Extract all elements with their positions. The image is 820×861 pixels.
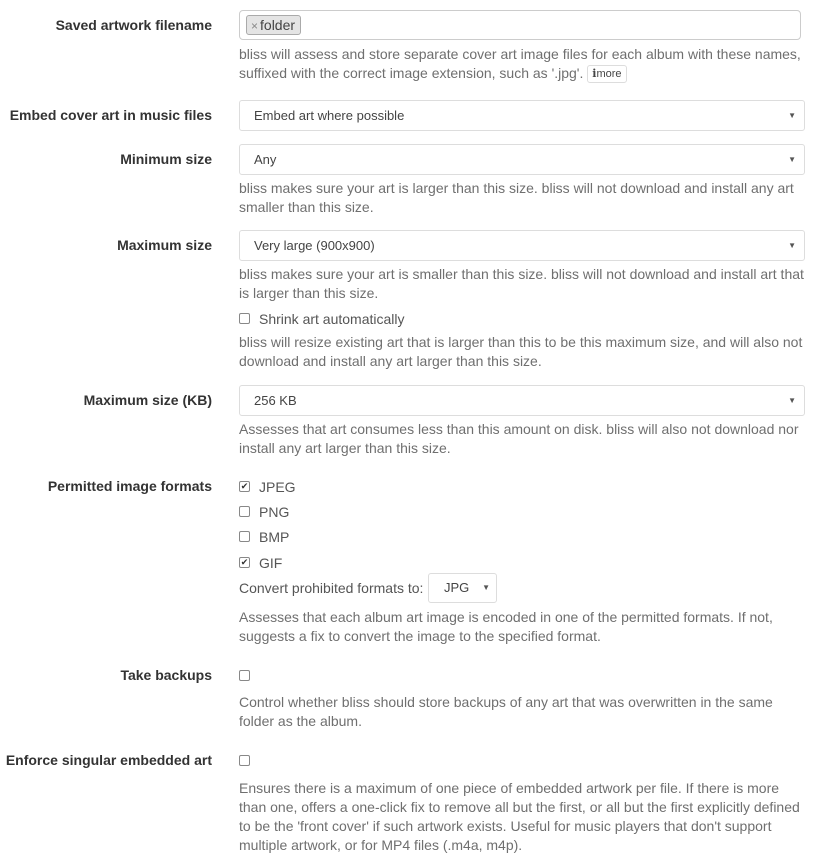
more-button-label: more <box>596 68 622 80</box>
max-size-label: Maximum size <box>117 237 212 253</box>
format-png-checkbox[interactable] <box>239 506 250 517</box>
singular-label: Enforce singular embedded art <box>5 752 212 768</box>
chevron-down-icon: ▼ <box>788 241 796 250</box>
tag-chip <box>246 15 301 35</box>
format-bmp-label: BMP <box>259 529 290 545</box>
singular-checkbox[interactable] <box>239 755 250 766</box>
backups-checkbox-row[interactable] <box>239 666 259 686</box>
max-size-help: bliss makes sure your art is smaller than this size. bliss will not download and install art that is larger than this size. <box>239 266 804 301</box>
singular-checkbox-row[interactable] <box>239 751 259 771</box>
min-size-select[interactable] <box>239 144 805 175</box>
min-size-help: bliss makes sure your art is larger than this size. bliss will not download and install any art smaller than this size. <box>239 180 794 215</box>
saved-filename-label: Saved artwork filename <box>55 17 212 33</box>
format-png-label: PNG <box>259 504 290 520</box>
shrink-checkbox-row[interactable] <box>239 309 405 329</box>
saved-filename-input[interactable] <box>239 10 801 40</box>
tag-remove-icon[interactable]: × <box>251 19 259 33</box>
chevron-down-icon: ▼ <box>788 155 796 164</box>
shrink-help: bliss will resize existing art that is larger than this to be this maximum size, and will also not download and install any art larger than this size. <box>239 334 803 369</box>
backups-checkbox[interactable] <box>239 670 250 681</box>
more-button[interactable] <box>587 65 626 83</box>
embed-select-value: Embed art where possible <box>254 108 405 123</box>
tag-chip-label: folder <box>260 17 296 33</box>
format-bmp-row[interactable] <box>239 527 289 547</box>
saved-filename-help-text: bliss will assess and store separate cover art image files for each album with these names, suffixed with the correct image extension, such as '.jpg'. <box>239 46 801 81</box>
saved-filename-help <box>239 45 809 83</box>
max-kb-help: Assesses that art consumes less than this amount on disk. bliss will also not download nor install any art larger than this size. <box>239 421 799 456</box>
convert-format-value: JPG <box>444 580 470 595</box>
format-gif-row[interactable] <box>239 553 282 573</box>
format-png-row[interactable] <box>239 502 289 522</box>
max-kb-select[interactable] <box>239 385 805 416</box>
shrink-checkbox-label: Shrink art automatically <box>259 311 405 327</box>
format-gif-checkbox[interactable] <box>239 557 250 568</box>
convert-format-select[interactable] <box>428 573 497 603</box>
embed-label: Embed cover art in music files <box>9 107 212 123</box>
format-jpeg-checkbox[interactable] <box>239 481 250 492</box>
max-size-select[interactable] <box>239 230 805 261</box>
singular-help: Ensures there is a maximum of one piece of embedded artwork per file. If there is more than one, offers a one-click fix to remove all but the first, or all but the first explicitly defined to be the 'front cover' if such artwork exists. Useful for music players that don't support multiple artwork, or for MP4 files (.m4a, m4p). <box>239 780 800 853</box>
max-kb-label: Maximum size (KB) <box>83 392 212 408</box>
chevron-down-icon: ▼ <box>788 396 796 405</box>
format-jpeg-row[interactable] <box>239 477 296 497</box>
max-size-select-value: Very large (900x900) <box>254 238 375 253</box>
format-bmp-checkbox[interactable] <box>239 531 250 542</box>
chevron-down-icon: ▼ <box>482 583 490 592</box>
max-kb-select-value: 256 KB <box>254 393 297 408</box>
chevron-down-icon: ▼ <box>788 111 796 120</box>
format-gif-label: GIF <box>259 555 283 571</box>
min-size-select-value: Any <box>254 152 277 167</box>
min-size-label: Minimum size <box>120 151 212 167</box>
format-jpeg-label: JPEG <box>259 479 296 495</box>
convert-label: Convert prohibited formats to: <box>239 580 424 596</box>
formats-help: Assesses that each album art image is encoded in one of the permitted formats. If not, suggests a fix to convert the image to the specified format. <box>239 609 773 644</box>
embed-select[interactable] <box>239 100 805 131</box>
backups-label: Take backups <box>120 667 212 683</box>
shrink-checkbox[interactable] <box>239 313 250 324</box>
formats-label: Permitted image formats <box>47 478 212 494</box>
backups-help: Control whether bliss should store backups of any art that was overwritten in the same folder as the album. <box>239 694 773 729</box>
info-icon: i <box>592 67 597 80</box>
